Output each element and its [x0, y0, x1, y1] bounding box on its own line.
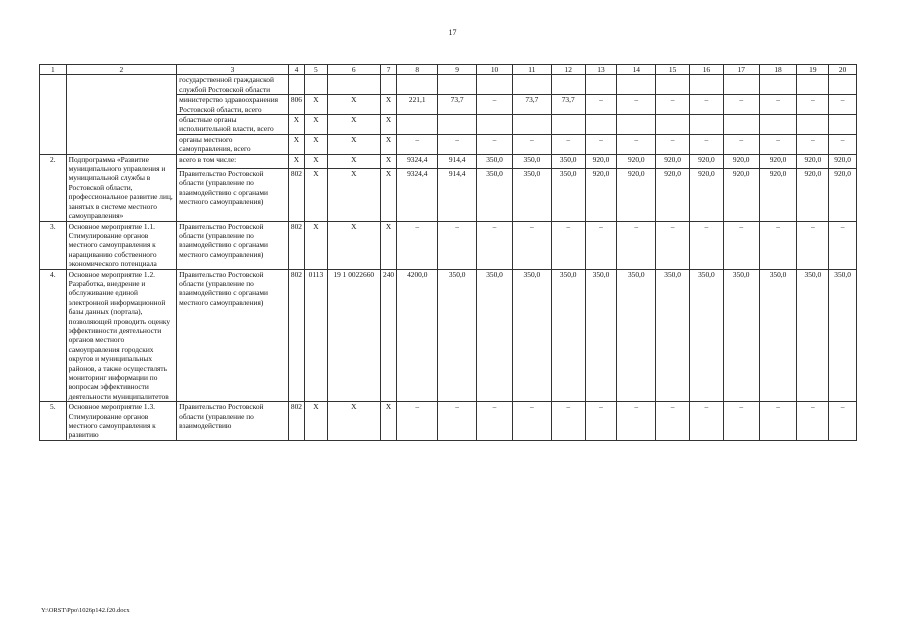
- table-cell: X: [305, 134, 328, 154]
- table-cell: 73,7: [438, 95, 477, 115]
- table-cell: органы местного самоуправления, всего: [177, 134, 289, 154]
- table-cell: [438, 75, 477, 95]
- table-cell: –: [723, 402, 759, 441]
- table-cell: [690, 75, 724, 95]
- table-cell: –: [438, 221, 477, 269]
- table-cell: –: [759, 95, 797, 115]
- table-cell: 920,0: [617, 154, 656, 168]
- table-cell: –: [585, 221, 617, 269]
- table-row: [40, 402, 857, 441]
- table-cell: 350,0: [759, 269, 797, 402]
- table-cell: всего в том числе:: [177, 154, 289, 168]
- table-cell: [723, 75, 759, 95]
- table-cell: государственной гражданской службой Ростовской области: [177, 75, 289, 95]
- table-cell: –: [723, 95, 759, 115]
- table-cell: [397, 75, 438, 95]
- table-cell: 920,0: [829, 154, 857, 168]
- table-cell: –: [656, 221, 690, 269]
- table-cell: [690, 115, 724, 135]
- table-cell: –: [585, 402, 617, 441]
- table-cell: X: [327, 115, 380, 135]
- table-cell: –: [512, 221, 551, 269]
- table-cell: –: [438, 402, 477, 441]
- table-cell: X: [305, 154, 328, 168]
- table-cell: –: [656, 95, 690, 115]
- table-cell: X: [327, 168, 380, 221]
- table-cell: 350,0: [617, 269, 656, 402]
- table-cell: [512, 115, 551, 135]
- table-cell: –: [690, 95, 724, 115]
- column-header: 15: [656, 65, 690, 75]
- table-cell: 4200,0: [397, 269, 438, 402]
- column-header: 9: [438, 65, 477, 75]
- table-cell: –: [797, 402, 829, 441]
- table-cell: 920,0: [759, 168, 797, 221]
- table-cell: X: [380, 154, 396, 168]
- table-cell: 920,0: [797, 154, 829, 168]
- column-header: 16: [690, 65, 724, 75]
- table-cell: 73,7: [512, 95, 551, 115]
- table-cell: [397, 115, 438, 135]
- table-cell: [585, 75, 617, 95]
- table-cell: –: [797, 221, 829, 269]
- column-header: 10: [477, 65, 513, 75]
- table-cell: X: [380, 168, 396, 221]
- table-cell: X: [380, 402, 396, 441]
- table-cell: –: [656, 134, 690, 154]
- table-cell: X: [288, 154, 304, 168]
- table-cell: 350,0: [512, 269, 551, 402]
- table-cell: –: [397, 402, 438, 441]
- table-cell: –: [690, 402, 724, 441]
- table-cell: [512, 75, 551, 95]
- table-cell: X: [327, 402, 380, 441]
- table-cell: –: [551, 134, 585, 154]
- table-cell: [797, 75, 829, 95]
- table-row: [40, 154, 857, 168]
- table-cell: Основное мероприятие 1.2. Разработка, внедрение и обслуживание единой электронной информационной базы данных (портала), позволяющей проводить оценку эффективности деятельности органов местного самоуправления городских округов и муниципальных районов, а также осуществлять мониторинг информации по вопросам эффективности деятельности муниципалитетов: [66, 269, 177, 402]
- table-cell: 350,0: [477, 168, 513, 221]
- table-cell: 350,0: [551, 168, 585, 221]
- table-cell: –: [797, 134, 829, 154]
- table-cell: X: [380, 221, 396, 269]
- table-cell: X: [380, 115, 396, 135]
- table-cell: –: [477, 221, 513, 269]
- table-cell: [380, 75, 396, 95]
- table-cell: X: [305, 115, 328, 135]
- table-cell: X: [327, 134, 380, 154]
- table-cell: –: [585, 95, 617, 115]
- column-header: 17: [723, 65, 759, 75]
- table-cell: –: [585, 134, 617, 154]
- table-cell: [759, 75, 797, 95]
- table-cell: 350,0: [797, 269, 829, 402]
- table-cell: 5.: [40, 402, 67, 441]
- table-cell: [656, 115, 690, 135]
- table-cell: –: [690, 134, 724, 154]
- table-cell: Правительство Ростовской области (управление по взаимодействию с органами местного самоуправления): [177, 269, 289, 402]
- table-cell: [797, 115, 829, 135]
- table-cell: –: [759, 402, 797, 441]
- table-cell: [438, 115, 477, 135]
- table-cell: –: [690, 221, 724, 269]
- column-header: 12: [551, 65, 585, 75]
- page-number: 17: [448, 28, 457, 37]
- table-cell: –: [551, 221, 585, 269]
- table-cell: X: [327, 95, 380, 115]
- table-cell: 802: [288, 269, 304, 402]
- table-cell: X: [305, 402, 328, 441]
- table-cell: –: [551, 402, 585, 441]
- table-cell: 350,0: [723, 269, 759, 402]
- table-cell: –: [829, 95, 857, 115]
- table-cell: 350,0: [551, 269, 585, 402]
- table-cell: 350,0: [551, 154, 585, 168]
- table-cell: министерство здравоохранения Ростовской области, всего: [177, 95, 289, 115]
- table-cell: [305, 75, 328, 95]
- table-cell: областные органы исполнительной власти, всего: [177, 115, 289, 135]
- table-cell: 920,0: [690, 154, 724, 168]
- table-cell: 802: [288, 221, 304, 269]
- table-cell: X: [327, 154, 380, 168]
- table-cell: 350,0: [690, 269, 724, 402]
- table-cell: [327, 75, 380, 95]
- column-header: 19: [797, 65, 829, 75]
- column-header: 1: [40, 65, 67, 75]
- column-header: 14: [617, 65, 656, 75]
- table-cell: 920,0: [759, 154, 797, 168]
- table-cell: Основное мероприятие 1.3. Стимулирование органов местного самоуправления к развитию: [66, 402, 177, 441]
- column-header: 20: [829, 65, 857, 75]
- table-cell: 0113: [305, 269, 328, 402]
- column-header: 11: [512, 65, 551, 75]
- table-cell: –: [797, 95, 829, 115]
- table-cell: [288, 75, 304, 95]
- table-cell: 4.: [40, 269, 67, 402]
- table-cell: 2.: [40, 154, 67, 221]
- table-row: [40, 269, 857, 402]
- table-cell: X: [380, 95, 396, 115]
- table-cell: –: [759, 134, 797, 154]
- column-header: 4: [288, 65, 304, 75]
- table-cell: –: [617, 95, 656, 115]
- table-cell: X: [305, 221, 328, 269]
- column-header: 18: [759, 65, 797, 75]
- table-cell: [723, 115, 759, 135]
- table-cell: [656, 75, 690, 95]
- table-cell: –: [723, 134, 759, 154]
- table-cell: [759, 115, 797, 135]
- table-cell: 806: [288, 95, 304, 115]
- budget-table: [39, 64, 857, 441]
- table-cell: –: [617, 221, 656, 269]
- table-cell: 920,0: [723, 154, 759, 168]
- table-cell: Правительство Ростовской области (управление по взаимодействию с органами местного самоуправления): [177, 168, 289, 221]
- table-cell: 350,0: [512, 168, 551, 221]
- table-cell: 920,0: [656, 168, 690, 221]
- table-cell: –: [829, 221, 857, 269]
- table-cell: 920,0: [690, 168, 724, 221]
- table-cell: 9324,4: [397, 168, 438, 221]
- table-cell: –: [477, 134, 513, 154]
- table-cell: –: [477, 402, 513, 441]
- table-cell: [617, 75, 656, 95]
- table-cell: 920,0: [829, 168, 857, 221]
- table-cell: –: [397, 134, 438, 154]
- table-cell: –: [512, 134, 551, 154]
- table-cell: –: [397, 221, 438, 269]
- table-cell: 914,4: [438, 168, 477, 221]
- table-cell: 350,0: [656, 269, 690, 402]
- table-cell: [829, 75, 857, 95]
- table-row: [40, 75, 857, 95]
- table-cell: –: [477, 95, 513, 115]
- table-cell: 920,0: [585, 154, 617, 168]
- footer-file-path: Y:\ORST\Ppo\1026p142.f20.docx: [41, 607, 130, 614]
- column-header: 3: [177, 65, 289, 75]
- table-cell: X: [288, 134, 304, 154]
- table-cell: 221,1: [397, 95, 438, 115]
- column-header: 8: [397, 65, 438, 75]
- table-cell: [66, 75, 177, 154]
- table-cell: 19 1 0022660: [327, 269, 380, 402]
- table-cell: X: [327, 221, 380, 269]
- table-cell: –: [617, 402, 656, 441]
- table-cell: Правительство Ростовской области (управление по взаимодействию с органами местного самоуправления): [177, 221, 289, 269]
- table-cell: 73,7: [551, 95, 585, 115]
- table-cell: X: [288, 115, 304, 135]
- table-cell: [551, 75, 585, 95]
- table-cell: Подпрограмма «Развитие муниципального управления и муниципальной службы в Ростовской области, профессиональное развитие лиц, занятых в системе местного самоуправления»: [66, 154, 177, 221]
- table-cell: X: [380, 134, 396, 154]
- column-header: 2: [66, 65, 177, 75]
- table-cell: 920,0: [617, 168, 656, 221]
- table-cell: [551, 115, 585, 135]
- table-cell: [617, 115, 656, 135]
- column-header: 5: [305, 65, 328, 75]
- table-cell: [477, 75, 513, 95]
- table-cell: [40, 75, 67, 154]
- table-cell: 9324,4: [397, 154, 438, 168]
- table-cell: 920,0: [656, 154, 690, 168]
- table-cell: [585, 115, 617, 135]
- table-cell: 350,0: [477, 269, 513, 402]
- table-cell: 350,0: [512, 154, 551, 168]
- table-cell: –: [512, 402, 551, 441]
- column-header: 7: [380, 65, 396, 75]
- table-cell: Основное мероприятие 1.1. Стимулирование органов местного самоуправления к наращиванию собственного экономического потенциала: [66, 221, 177, 269]
- table-cell: –: [656, 402, 690, 441]
- table-cell: 920,0: [797, 168, 829, 221]
- table-cell: [829, 115, 857, 135]
- table-cell: –: [829, 402, 857, 441]
- table-cell: 350,0: [585, 269, 617, 402]
- table-cell: 920,0: [723, 168, 759, 221]
- table-cell: –: [617, 134, 656, 154]
- table-cell: 240: [380, 269, 396, 402]
- table-cell: –: [723, 221, 759, 269]
- table-cell: 914,4: [438, 154, 477, 168]
- table-cell: 350,0: [438, 269, 477, 402]
- table-cell: 350,0: [829, 269, 857, 402]
- column-header: 13: [585, 65, 617, 75]
- table-cell: X: [305, 95, 328, 115]
- table-cell: 3.: [40, 221, 67, 269]
- table-cell: 802: [288, 168, 304, 221]
- table-cell: 350,0: [477, 154, 513, 168]
- table-cell: X: [305, 168, 328, 221]
- table-cell: 920,0: [585, 168, 617, 221]
- table-row: [40, 221, 857, 269]
- table-cell: 802: [288, 402, 304, 441]
- header-row: [40, 65, 857, 75]
- table-cell: Правительство Ростовской области (управление по взаимодействию: [177, 402, 289, 441]
- table-cell: [477, 115, 513, 135]
- table-cell: –: [759, 221, 797, 269]
- table-cell: –: [438, 134, 477, 154]
- column-header: 6: [327, 65, 380, 75]
- table-cell: –: [829, 134, 857, 154]
